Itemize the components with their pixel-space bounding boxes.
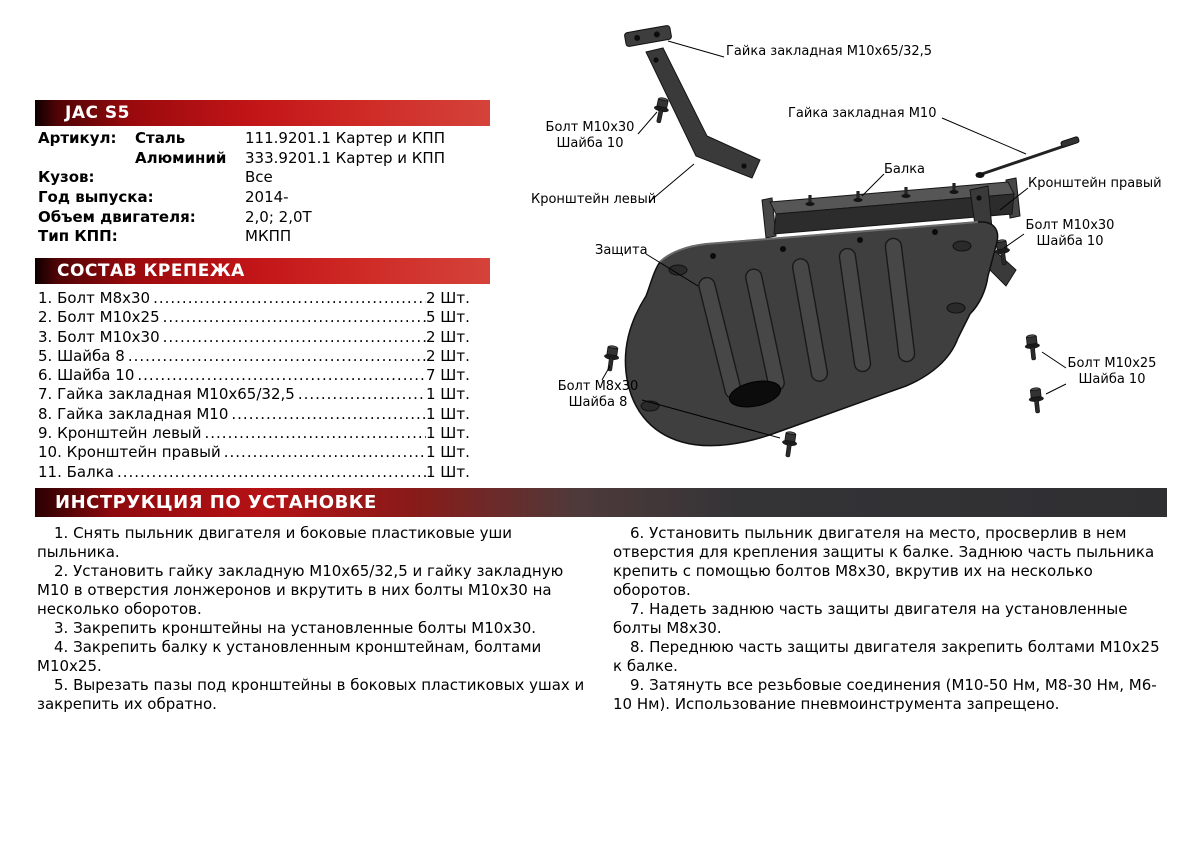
dot-leader	[221, 443, 426, 461]
fastener-row	[38, 424, 478, 443]
fastener-qty: 1 Шт.	[426, 404, 470, 423]
fastener-row	[38, 347, 478, 366]
fastener-name: 3. Болт М10х30	[38, 327, 160, 346]
fastener-row	[38, 366, 478, 385]
fastener-row	[38, 385, 478, 404]
fastener-row	[38, 405, 478, 424]
instruction-step: 7. Надеть заднюю часть защиты двигателя на установленные болты М8х30.	[613, 600, 1128, 637]
fastener-qty: 2 Шт.	[426, 327, 470, 346]
instruction-step: 2. Установить гайку закладную М10х65/32,5 и гайку закладную М10 в отверстия лонжеронов и вкрутить в них болты М10х30 на несколько оборотов.	[37, 562, 564, 618]
fastener-name: 8. Гайка закладная М10	[38, 404, 229, 423]
instruction-step: 3. Закрепить кронштейны на установленные болты М10х30.	[54, 619, 537, 637]
dot-leader	[114, 463, 426, 481]
fastener-name: 9. Кронштейн левый	[38, 424, 202, 443]
spec-row-article-steel	[38, 129, 490, 149]
plate-part	[625, 222, 997, 446]
fastener-qty: 1 Шт.	[426, 462, 470, 481]
fastener-name: 1. Болт М8х30	[38, 289, 151, 307]
spec-value: 2,0; 2,0Т	[245, 207, 312, 226]
fastener-name: 11. Балка	[38, 462, 114, 481]
bracket-left-part	[646, 48, 760, 178]
fastener-row	[38, 463, 478, 482]
instructions-right-column	[613, 524, 1169, 714]
instructions-body	[37, 524, 1169, 714]
spec-row-engine	[38, 208, 490, 228]
label-bolt-m10x30-left: Болт М10х30 Шайба 10	[545, 120, 635, 151]
instructions-left-column	[37, 524, 593, 714]
spec-value: МКПП	[245, 227, 292, 246]
dot-leader	[134, 366, 426, 384]
fastener-row	[38, 289, 478, 308]
spec-label: Тип КПП:	[38, 227, 118, 246]
instruction-step: 6. Установить пыльник двигателя на место, просверлив в нем отверстия для крепления защиты к балке. Заднюю часть пыльника крепить с помощью болтов М8х30, вкрутив их на несколько оборотов.	[613, 524, 1155, 599]
nut-m10-rod-part	[976, 136, 1080, 178]
spec-row-body	[38, 168, 490, 188]
fasteners-header-bar	[35, 258, 490, 284]
instruction-step: 5. Вырезать пазы под кронштейны в боковых пластиковых ушах и закрепить их обратно.	[37, 676, 585, 713]
instructions-header-bar	[35, 488, 1167, 517]
fastener-name: 7. Гайка закладная М10х65/32,5	[38, 385, 295, 404]
spec-label: Кузов:	[38, 168, 95, 187]
fastener-name: 6. Шайба 10	[38, 366, 135, 385]
label-plate: Защита	[595, 243, 648, 258]
spec-label: Артикул:	[38, 129, 117, 147]
label-bolt-m10x30-right: Болт М10х30 Шайба 10	[1025, 218, 1115, 249]
dot-leader	[125, 347, 426, 365]
spec-row-year	[38, 188, 490, 208]
dot-leader	[150, 289, 426, 307]
model-title: JAC S5	[65, 103, 130, 123]
spec-sublabel: Сталь	[135, 129, 186, 147]
label-bolt-m8x30: Болт М8х30 Шайба 8	[557, 379, 639, 410]
bolt-m10x25-part-a	[1024, 334, 1042, 361]
dot-leader	[160, 328, 426, 346]
dot-leader	[228, 405, 426, 423]
fastener-qty: 2 Шт.	[426, 289, 470, 307]
fastener-qty: 5 Шт.	[426, 308, 470, 327]
spec-row-gearbox	[38, 227, 490, 247]
spec-row-article-aluminium	[38, 149, 490, 169]
instruction-step: 9. Затянуть все резьбовые соединения (М10-50 Нм, М8-30 Нм, М6-10 Нм). Использование пневмоинструмента запрещено.	[613, 676, 1157, 713]
fastener-row	[38, 308, 478, 327]
label-bolt-m10x25: Болт М10х25 Шайба 10	[1067, 356, 1157, 387]
spec-sublabel: Алюминий	[135, 148, 227, 167]
fastener-name: 2. Болт М10х25	[38, 308, 160, 327]
spec-value: 333.9201.1 Картер и КПП	[245, 148, 445, 167]
fastener-qty: 1 Шт.	[426, 443, 470, 462]
label-bracket-left: Кронштейн левый	[531, 192, 657, 207]
fastener-list	[38, 289, 478, 482]
model-title-bar	[35, 100, 490, 126]
instruction-step: 8. Переднюю часть защиты двигателя закрепить болтами М10х25 к балке.	[613, 638, 1160, 675]
spec-value: Все	[245, 168, 273, 187]
instruction-step: 1. Снять пыльник двигателя и боковые пластиковые уши пыльника.	[37, 524, 513, 561]
label-nut-plate: Гайка закладная М10х65/32,5	[726, 44, 933, 59]
spec-label: Год выпуска:	[38, 188, 154, 207]
dot-leader	[202, 424, 427, 442]
fastener-row	[38, 443, 478, 462]
bolt-m8x30-part-b	[780, 431, 798, 458]
dot-leader	[295, 385, 426, 403]
spec-value: 2014-	[245, 188, 289, 207]
bolt-m10x30-left-part	[651, 96, 671, 124]
label-bracket-right: Кронштейн правый	[1028, 176, 1162, 191]
label-beam: Балка	[884, 162, 926, 177]
fastener-qty: 2 Шт.	[426, 346, 470, 365]
instructions-header: ИНСТРУКЦИЯ ПО УСТАНОВКЕ	[55, 492, 377, 513]
fastener-name: 10. Кронштейн правый	[38, 443, 221, 462]
fastener-qty: 7 Шт.	[426, 366, 470, 385]
bolt-m10x25-part-b	[1028, 387, 1046, 414]
instruction-step: 4. Закрепить балку к установленным кронштейнам, болтами М10х25.	[37, 638, 542, 675]
fastener-qty: 1 Шт.	[426, 424, 470, 443]
spec-table	[38, 129, 490, 247]
fastener-qty: 1 Шт.	[426, 385, 470, 404]
bolt-m8x30-part-a	[602, 345, 620, 372]
label-nut-m10: Гайка закладная М10	[788, 106, 937, 121]
spec-value: 111.9201.1 Картер и КПП	[245, 129, 445, 147]
fasteners-header: СОСТАВ КРЕПЕЖА	[57, 261, 245, 281]
dot-leader	[160, 308, 426, 326]
nut-plate-part	[624, 25, 672, 47]
fastener-name: 5. Шайба 8	[38, 346, 125, 365]
fastener-row	[38, 328, 478, 347]
spec-label: Объем двигателя:	[38, 207, 196, 226]
